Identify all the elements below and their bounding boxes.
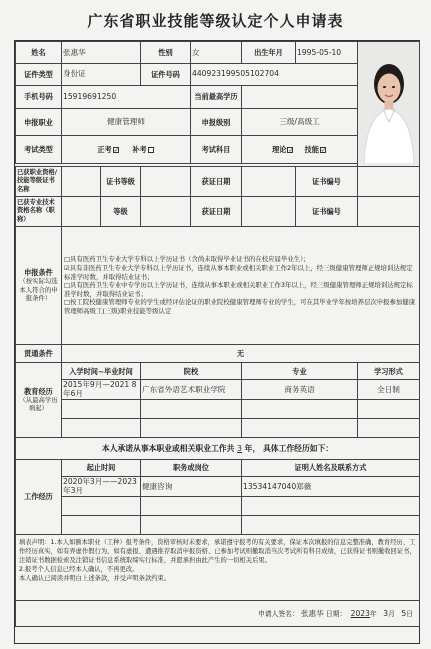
condition-option[interactable]: □具有医药卫生专业中专学历以上学历证书，连续从事本职业或相关职业工作3年以上，经三级健康管理师正规培训达规定标准学时数，并取得结业证书； xyxy=(64,281,413,298)
form-title: 广东省职业技能等级认定个人申请表 xyxy=(87,12,344,30)
cert-date-label: 获证日期 xyxy=(191,167,242,197)
cert-level-value xyxy=(141,167,191,197)
id-type-value: 身份证 xyxy=(62,63,141,85)
pledge-suffix: 年， 具体工作经历如下： xyxy=(244,443,334,453)
title-grade-label: 等级 xyxy=(101,197,141,227)
edu-cell xyxy=(141,399,242,418)
id-type-label: 证件类型 xyxy=(16,63,62,85)
title-date-value xyxy=(242,197,296,227)
cert-name-label: 已获职业资格/技能等级证书名称 xyxy=(16,167,62,197)
signature-row xyxy=(16,600,420,626)
sign-value: 张惠华 xyxy=(300,608,324,618)
applicant-photo xyxy=(358,42,419,164)
work-header-time: 起止时间 xyxy=(62,459,141,476)
edu-header-school: 院校 xyxy=(141,363,242,380)
conditions-options xyxy=(62,227,420,345)
work-cell: 2020年3月——2023年3月 xyxy=(62,476,141,496)
work-cell xyxy=(242,515,420,534)
photo xyxy=(358,42,420,167)
edu-header-form: 学习形式 xyxy=(358,363,420,380)
job-label: 申报职业 xyxy=(16,108,62,136)
id-no-label: 证件号码 xyxy=(141,63,191,85)
work-cell xyxy=(242,496,420,515)
edu-cell xyxy=(242,399,358,418)
subject-skill-label: 技能 xyxy=(304,145,319,155)
exam-type-options xyxy=(62,136,191,164)
phone-label: 手机号码 xyxy=(16,85,62,108)
subject-skill-checkbox[interactable]: ✓ xyxy=(320,147,326,155)
subject-theory-checkbox[interactable]: ✓ xyxy=(288,147,294,155)
education-hint: （从最高学历填起） xyxy=(19,396,58,413)
edu-header-time: 入学时间~毕业时间 xyxy=(62,363,141,380)
title-no-label: 证书编号 xyxy=(296,197,358,227)
through-label: 贯通条件 xyxy=(16,345,62,363)
cert-no-label: 证书编号 xyxy=(296,167,358,197)
edu-cell xyxy=(242,418,358,437)
edu-cell xyxy=(358,399,420,418)
year-unit: 年 xyxy=(369,609,377,618)
pledge-years: 3 xyxy=(237,443,242,453)
declaration-line: 填表声明：1.本人如额本职业（工种）报考条件，资格审核时未要求，承诺遵守报考的有关要求，保证本次填报的信息完整准确，教育经历、工作经历真实，如有弄虚作假行为，如有虚报、遭遇推荐取消申报资格、已参加考试则撤取消当次考试所有科目成绩，已获得证书则撤收回证书，注销证书数据检索及注销证书信息系统取缔实行标准，并愿承担由此产生的一切相关后果。 xyxy=(19,538,416,565)
conditions-label-cell xyxy=(16,227,62,345)
work-cell: 健康咨询 xyxy=(141,476,242,496)
work-label: 工作经历 xyxy=(16,459,62,534)
work-header-reference: 证明人姓名及联系方式 xyxy=(242,459,420,476)
exam-makeup-label: 补考 xyxy=(132,145,147,155)
gender-value: 女 xyxy=(191,42,242,64)
title-grade-value xyxy=(141,197,191,227)
exam-type-label: 考试类型 xyxy=(16,136,62,164)
pledge-prefix: 本人承诺从事本职业或相关职业工作共 xyxy=(101,443,235,453)
work-pledge xyxy=(16,437,420,459)
work-cell xyxy=(141,496,242,515)
job-value: 健康管理师 xyxy=(62,108,191,136)
level-value: 三级/高级工 xyxy=(242,108,358,136)
month-unit: 月 xyxy=(388,609,395,618)
name-label: 姓名 xyxy=(16,42,62,64)
sign-date-label: 日期： xyxy=(325,609,347,618)
name-value: 张惠华 xyxy=(62,42,141,64)
cert-name-value xyxy=(62,167,101,197)
education-label-cell xyxy=(16,363,62,438)
cert-level-label: 证书等级 xyxy=(101,167,141,197)
subject-label: 考试科目 xyxy=(191,136,242,164)
birth-label: 出生年月 xyxy=(242,42,296,64)
sign-year: 2023 xyxy=(350,608,370,618)
work-header-post: 职务或岗位 xyxy=(141,459,242,476)
title-date-label: 获证日期 xyxy=(191,197,242,227)
education-level-label: 当前最高学历 xyxy=(191,85,242,108)
exam-normal-checkbox[interactable]: ✓ xyxy=(113,147,119,155)
condition-option[interactable]: ☑具有非医药卫生专业大学专科以上学历证书，连续从事本职业或相关职业工作2年以上，经三级健康管理师正规培训达规定标准学时数，并取得结业证书； xyxy=(64,263,413,281)
conditions-hint: （按实际勾选本人符合的申报条件） xyxy=(19,276,58,303)
edu-cell xyxy=(62,418,141,437)
edu-cell: 广东省外语艺术职业学院 xyxy=(141,380,242,400)
id-no-value: 440923199505102704 xyxy=(191,63,358,85)
gender-label: 性别 xyxy=(141,42,191,64)
edu-header-major: 专业 xyxy=(242,363,358,380)
edu-cell xyxy=(141,418,242,437)
declaration-line: 本人确认已阅读并明白上述条款，并受声明条款约束。 xyxy=(19,575,171,583)
title-name-value xyxy=(62,197,101,227)
sign-month: 3 xyxy=(383,608,389,618)
exam-normal-label: 正考 xyxy=(97,145,112,155)
cert-no-value xyxy=(358,167,420,197)
level-label: 申报级别 xyxy=(191,108,242,136)
subject-options xyxy=(242,136,358,164)
birth-value: 1995-05-10 xyxy=(296,42,358,64)
title-no-value xyxy=(358,197,420,227)
subject-theory-label: 理论 xyxy=(272,145,287,155)
edu-cell: 2015年9月—2021 8年6月 xyxy=(62,380,141,400)
sign-label: 申请人签名： xyxy=(258,609,299,618)
work-cell: 13534147040郑薇 xyxy=(242,476,420,496)
conditions-label: 申报条件 xyxy=(24,267,53,277)
edu-cell xyxy=(62,399,141,418)
application-form xyxy=(14,40,420,644)
condition-option[interactable]: □具有医药卫生专业大学专科以上学历证书（含尚未取得毕业证书的在校应届毕业生）； xyxy=(64,255,310,264)
sign-day: 5 xyxy=(401,608,407,618)
declaration xyxy=(16,534,420,600)
form-table xyxy=(15,41,420,627)
cert-date-value xyxy=(242,167,296,197)
title-name-label: 已获专业技术资格名称（职称） xyxy=(16,197,62,227)
declaration-line: 2.报考个人信息已经本人确认，不再更改。 xyxy=(19,566,139,574)
exam-makeup-checkbox[interactable] xyxy=(148,147,154,153)
phone-value: 15919691250 xyxy=(62,85,191,108)
day-unit: 日 xyxy=(406,609,413,618)
condition-option[interactable]: □按工院校健康管理师专业的学生或经评估论证的职业院校健康管理师专业的学生，可在其毕业学年按培养层次申报参加健康管理师高级工(三级)职业技能等级认定 xyxy=(64,298,416,316)
through-value: 无 xyxy=(62,345,420,363)
edu-cell: 商务英语 xyxy=(242,380,358,400)
education-label: 教育经历 xyxy=(24,387,53,397)
work-cell xyxy=(141,515,242,534)
work-cell xyxy=(62,515,141,534)
edu-cell: 全日制 xyxy=(358,380,420,400)
work-cell xyxy=(62,496,141,515)
edu-cell xyxy=(358,418,420,437)
education-level-value xyxy=(242,85,358,108)
